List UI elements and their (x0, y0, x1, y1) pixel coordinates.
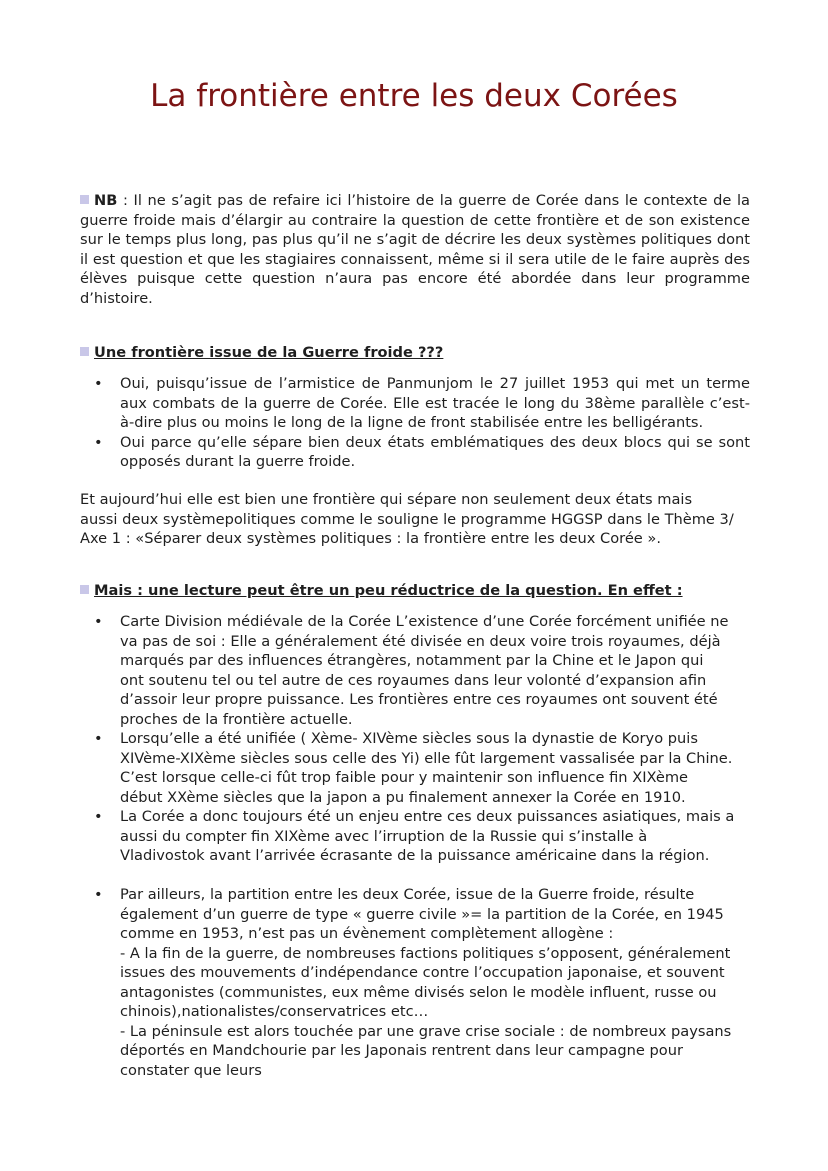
paragraph-line: Et aujourd’hui elle est bien une frontière qui sépare non seulement deux états mais (80, 491, 693, 508)
section1-paragraph (80, 490, 750, 549)
list-item (80, 433, 750, 472)
section1-bullet-list (80, 374, 750, 472)
bullet-dot-icon: • (94, 375, 103, 392)
list-line: ont soutenu tel ou tel autre de ces royaumes dans leur volonté d’expansion afin (120, 671, 707, 689)
list-line: également d’un guerre de type « guerre civile »= la partition de la Corée, en 1945 (120, 905, 724, 923)
bullet-dot-icon: • (94, 808, 103, 825)
list-line: Carte Division médiévale de la Corée L’existence d’une Corée forcément unifiée ne (120, 613, 729, 630)
list-line: chinois),nationalistes/conservatrices etc… (120, 1003, 429, 1020)
list-line: d’assoir leur propre puissance. Les frontières entre ces royaumes ont souvent été (120, 691, 718, 708)
list-line: début XXème siècles que la japon a pu finalement annexer la Corée en 1910. (120, 788, 686, 806)
list-item (80, 807, 750, 866)
square-bullet-icon (80, 585, 89, 594)
list-line: aussi du compter fin XIXème avec l’irruption de la Russie qui s’installe à (120, 827, 648, 845)
nb-label: NB (94, 192, 118, 209)
list-item (80, 729, 750, 807)
section2-bullet-list (80, 612, 750, 1080)
list-line: XIVème-XIXème siècles sous celle des Yi) elle fût largement vassalisée par la Chine. (120, 749, 733, 767)
document-title: La frontière entre les deux Corées (150, 78, 678, 114)
list-line: - A la fin de la guerre, de nombreuses factions politiques s’opposent, généralement (120, 944, 731, 962)
square-bullet-icon (80, 195, 89, 204)
section-heading-text: Mais : une lecture peut être un peu réductrice de la question. En effet : (94, 582, 683, 599)
section-heading-reductive-reading (80, 581, 750, 601)
bullet-dot-icon: • (94, 433, 103, 451)
section-heading-cold-war (80, 343, 750, 363)
list-line: Par ailleurs, la partition entre les deux Corée, issue de la Guerre froide, résulte (120, 886, 695, 903)
paragraph-line: aussi deux systèmepolitiques comme le souligne le programme HGGSP dans le Thème 3/ (80, 510, 734, 528)
bullet-dot-icon: • (94, 613, 103, 630)
paragraph-line: Axe 1 : «Séparer deux systèmes politiques : la frontière entre les deux Corée ». (80, 530, 661, 547)
list-line: La Corée a donc toujours été un enjeu entre ces deux puissances asiatiques, mais a (120, 808, 735, 825)
list-line: issues des mouvements d’indépendance contre l’occupation japonaise, et souvent (120, 964, 725, 981)
list-item (80, 612, 750, 729)
list-line: va pas de soi : Elle a généralement été divisée en deux voire trois royaumes, déjà (120, 632, 721, 650)
list-line: comme en 1953, n’est pas un évènement complètement allogène : (120, 925, 614, 942)
list-line: - La péninsule est alors touchée par une grave crise sociale : de nombreux paysans (120, 1022, 732, 1040)
list-line: C’est lorsque celle-ci fût trop faible pour y maintenir son influence fin XIXème (120, 769, 689, 786)
square-bullet-icon (80, 347, 89, 356)
list-item (80, 374, 750, 433)
list-line: proches de la frontière actuelle. (120, 710, 353, 728)
bullet-dot-icon: • (94, 730, 103, 747)
list-line: Lorsqu’elle a été unifiée ( Xème- XIVème siècles sous la dynastie de Koryo puis (120, 730, 698, 747)
bullet-dot-icon: • (94, 886, 103, 903)
list-line: déportés en Mandchourie par les Japonais rentrent dans leur campagne pour (120, 1042, 683, 1059)
list-item (80, 885, 750, 1080)
list-line: constater que leurs (120, 1061, 262, 1079)
list-item-text: Oui parce qu’elle sépare bien deux états emblématiques des deux blocs qui se sont opposés durant la guerre froide. (120, 433, 750, 470)
list-line: marqués par des influences étrangères, notamment par la Chine et le Japon qui (120, 652, 704, 669)
list-line: Vladivostok avant l’arrivée écrasante de la puissance américaine dans la région. (120, 847, 710, 864)
section-heading-text: Une frontière issue de la Guerre froide ??? (94, 344, 444, 361)
nb-text: : Il ne s’agit pas de refaire ici l’histoire de la guerre de Corée dans le contexte de la guerre froide mais d’élargir au contraire la question de cette frontière et de son existence sur le temps plus long, pas plus qu’il ne s’agit de décrire les deux systèmes politiques dont il est question et que les stagiaires connaissent, même si il sera utile de le faire auprès des élèves puisque cette question n’aura pas encore été abordée dans leur programme d’histoire. (80, 192, 750, 307)
list-line: antagonistes (communistes, eux même divisés selon le modèle influent, russe ou (120, 983, 717, 1001)
list-item-text: Oui, puisqu’issue de l’armistice de Panmunjom le 27 juillet 1953 qui met un terme aux combats de la guerre de Corée. Elle est tracée le long du 38ème parallèle c’est-à-dire plus ou moins le long de la ligne de front stabilisée entre les belligérants. (120, 375, 750, 431)
nb-paragraph (80, 191, 750, 308)
